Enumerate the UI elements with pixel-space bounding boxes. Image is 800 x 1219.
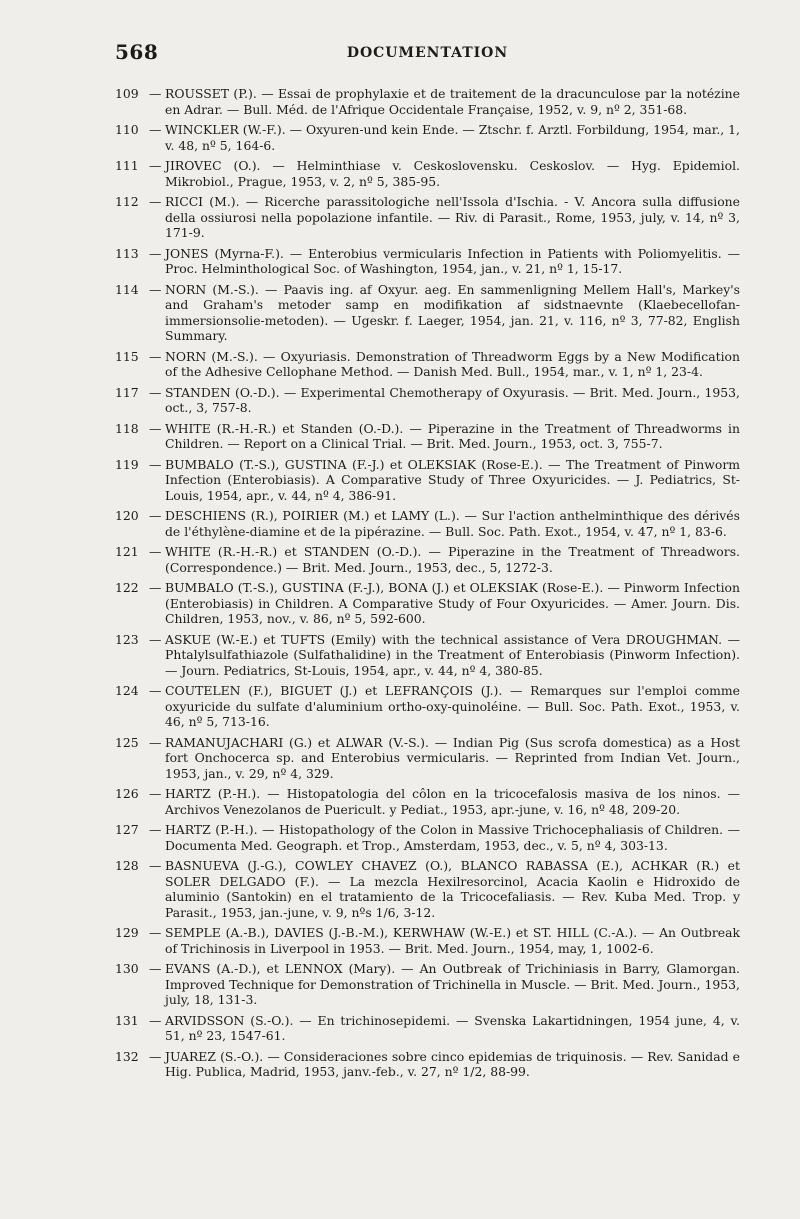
reference-text: HARTZ (P.-H.). — Histopatologia del côlon en la tricocefalosis masiva de los ninos. — Archivos Venezolanos de Puericult. y Pediat., 1953, apr.-june, v. 16, nº 48, 209-20. [165,786,740,817]
reference-text: JUAREZ (S.-O.). — Consideraciones sobre cinco epidemias de triquinosis. — Rev. Sanidad e Hig. Publica, Madrid, 1953, janv.-feb., v. 27, nº 1/2, 88-99. [165,1048,740,1079]
reference-text: ARVIDSSON (S.-O.). — En trichinosepidemi. — Svenska Lakartidningen, 1954 june, 4, v. 51, nº 23, 1547-61. [165,1012,740,1043]
reference-text: STANDEN (O.-D.). — Experimental Chemotherapy of Oxyurasis. — Brit. Med. Journ., 1953, oct., 3, 757-8. [165,384,740,415]
reference-text: WHITE (R.-H.-R.) et Standen (O.-D.). — Piperazine in the Treatment of Threadworms in Children. — Report on a Clinical Trial. — Brit. Med. Journ., 1953, oct. 3, 755-7. [165,420,740,451]
reference-entry [115,683,740,730]
reference-number: 126 [115,786,139,801]
reference-entry [115,961,740,1008]
reference-number: 115 [115,348,139,364]
reference-entry [115,86,740,117]
reference-entry [115,580,740,627]
reference-dash: — [149,384,162,400]
reference-entry [115,385,740,416]
reference-text: BUMBALO (T.-S.), GUSTINA (F.-J.), BONA (J.) et OLEKSIAK (Rose-E.). — Pinworm Infection (Enterobiasis) in Children. A Comparative Study of Four Oxyuricides. — Amer. Journ. Dis. Children, 1953, nov., v. 86, nº 5, 592-600. [165,580,740,626]
reference-number: 111 [115,158,139,173]
reference-number: 131 [115,1012,139,1028]
reference-dash: — [149,683,162,698]
reference-dash: — [149,456,162,472]
reference-text: NORN (M.-S.). — Paavis ing. af Oxyur. aeg. En sammenligning Mellem Hall's, Markey's and Graham's metoder samp en modifikation af sidstnaevnte (Klaebecellofan-immersionsolie-metoden). — Ugeskr. f. Laeger, 1954, jan. 21, v. 116, nº 3, 77-82, English Summary. [165,281,740,343]
running-head: DOCUMENTATION [346,45,509,61]
page-number: 568 [115,40,159,64]
reference-dash: — [149,631,162,647]
reference-entry [115,632,740,679]
reference-text: BASNUEVA (J.-G.), COWLEY CHAVEZ (O.), BLANCO RABASSA (E.), ACHKAR (R.) et SOLER DELGADO (F.). — La mezcla Hexilresorcinol, Acacia Kaolin e Hidroxido de aluminio (Santokin) en el tratamiento de la Tricocefaliasis. — Rev. Kuba Med. Trop. y Parasit., 1953, jan.-june, v. 9, nºs 1/6, 3-12. [165,858,740,920]
reference-entry [115,822,740,853]
reference-text: RAMANUJACHARI (G.) et ALWAR (V.-S.). — Indian Pig (Sus scrofa domestica) as a Host fort Onchocerca sp. and Enterobius vermicularis. — Reprinted from Indian Vet. Journ., 1953, jan., v. 29, nº 4, 329. [165,734,740,781]
reference-text: WINCKLER (W.-F.). — Oxyuren-und kein Ende. — Ztschr. f. Arztl. Forbildung, 1954, mar., 1, v. 48, nº 5, 164-6. [165,122,740,153]
reference-text: ROUSSET (P.). — Essai de prophylaxie et de traitement de la dracunculose par la notézine en Adrar. — Bull. Méd. de l'Afrique Occidentale Française, 1952, v. 9, nº 2, 351-68. [165,86,740,117]
reference-number: 124 [115,683,139,698]
reference-text: SEMPLE (A.-B.), DAVIES (J.-B.-M.), KERWHAW (W.-E.) et ST. HILL (C.-A.). — An Outbreak of Trichinosis in Liverpool in 1953. — Brit. Med. Journ., 1954, may, 1, 1002-6. [165,925,740,956]
reference-number: 128 [115,858,139,873]
reference-number: 112 [115,194,139,209]
reference-dash: — [149,194,162,209]
reference-number: 122 [115,580,139,595]
reference-text: DESCHIENS (R.), POIRIER (M.) et LAMY (L.). — Sur l'action anthelminthique des dérivés de l'éthylène-diamine et de la pipérazine. — Bull. Soc. Path. Exot., 1954, v. 47, nº 1, 83-6. [165,508,740,539]
reference-entry [115,349,740,380]
reference-entry [115,735,740,782]
reference-text: HARTZ (P.-H.). — Histopathology of the Colon in Massive Trichocephaliasis of Children. — Documenta Med. Geograph. et Trop., Amsterdam, 1953, dec., v. 5, nº 4, 303-13. [165,822,740,853]
reference-number: 125 [115,734,139,750]
reference-number: 109 [115,86,139,101]
reference-entry [115,858,740,920]
reference-dash: — [149,734,162,750]
reference-text: WHITE (R.-H.-R.) et STANDEN (O.-D.). — Piperazine in the Treatment of Threadwors. (Correspondence.) — Brit. Med. Journ., 1953, dec., 5, 1272-3. [165,544,740,575]
reference-entry [115,158,740,189]
reference-text: JIROVEC (O.). — Helminthiase v. Ceskoslovensku. Ceskoslov. — Hyg. Epidemiol. Mikrobiol., Prague, 1953, v. 2, nº 5, 385-95. [165,158,740,189]
reference-number: 127 [115,822,139,837]
reference-number: 121 [115,544,139,559]
reference-number: 110 [115,122,139,137]
reference-dash: — [149,158,162,173]
reference-text: COUTELEN (F.), BIGUET (J.) et LEFRANÇOIS (J.). — Remarques sur l'emploi comme oxyuricide du sulfate d'aluminium ortho-oxy-quinoléine. — Bull. Soc. Path. Exot., 1953, v. 46, nº 5, 713-16. [165,683,740,729]
reference-dash: — [149,786,162,801]
reference-dash: — [149,1048,162,1064]
reference-entry [115,786,740,817]
reference-dash: — [149,961,162,976]
reference-text: NORN (M.-S.). — Oxyuriasis. Demonstration of Threadworm Eggs by a New Modification of the Adhesive Cellophane Method. — Danish Med. Bull., 1954, mar., v. 1, nº 1, 23-4. [165,348,740,379]
reference-list [115,86,740,1080]
reference-entry [115,246,740,277]
reference-dash: — [149,925,162,940]
reference-number: 117 [115,384,139,400]
reference-entry [115,457,740,504]
reference-text: BUMBALO (T.-S.), GUSTINA (F.-J.) et OLEKSIAK (Rose-E.). — The Treatment of Pinworm Infection (Enterobiasis). A Comparative Study of Three Oxyuricides. — J. Pediatrics, St-Louis, 1954, apr., v. 44, nº 4, 386-91. [165,456,740,503]
reference-text: JONES (Myrna-F.). — Enterobius vermicularis Infection in Patients with Poliomyelitis. — Proc. Helminthological Soc. of Washington, 1954, jan., v. 21, nº 1, 15-17. [165,245,740,276]
reference-dash: — [149,122,162,137]
reference-dash: — [149,1012,162,1028]
reference-number: 123 [115,631,139,647]
reference-dash: — [149,580,162,595]
reference-dash: — [149,508,162,523]
reference-text: EVANS (A.-D.), et LENNOX (Mary). — An Outbreak of Trichiniasis in Barry, Glamorgan. Improved Technique for Demonstration of Trichinella in Muscle. — Brit. Med. Journ., 1953, july, 18, 131-3. [165,961,740,1007]
reference-entry [115,282,740,344]
reference-number: 130 [115,961,139,976]
reference-text: ASKUE (W.-E.) et TUFTS (Emily) with the technical assistance of Vera DROUGHMAN. — Phtalylsulfathiazole (Sulfathalidine) in the Treatment of Enterobiasis (Pinworm Infection). — Journ. Pediatrics, St-Louis, 1954, apr., v. 44, nº 4, 380-85. [165,631,740,678]
reference-dash: — [149,858,162,873]
reference-number: 129 [115,925,139,940]
reference-number: 132 [115,1048,139,1064]
reference-entry [115,508,740,539]
reference-number: 113 [115,245,139,261]
page-header [115,40,740,70]
reference-entry [115,925,740,956]
reference-dash: — [149,822,162,837]
reference-entry [115,1013,740,1044]
reference-dash: — [149,544,162,559]
reference-number: 114 [115,281,139,297]
reference-number: 120 [115,508,139,523]
reference-dash: — [149,86,162,101]
reference-number: 118 [115,420,139,436]
reference-dash: — [149,420,162,436]
reference-text: RICCI (M.). — Ricerche parassitologiche nell'Issola d'Ischia. - V. Ancora sulla diffusione della ossiurosi nella popolazione infantile. — Riv. di Parasit., Rome, 1953, july, v. 14, nº 3, 171-9. [165,194,740,240]
reference-dash: — [149,281,162,297]
reference-entry [115,421,740,452]
reference-entry [115,194,740,241]
reference-entry [115,122,740,153]
reference-dash: — [149,348,162,364]
reference-entry [115,544,740,575]
reference-number: 119 [115,456,139,472]
reference-dash: — [149,245,162,261]
reference-entry [115,1049,740,1080]
